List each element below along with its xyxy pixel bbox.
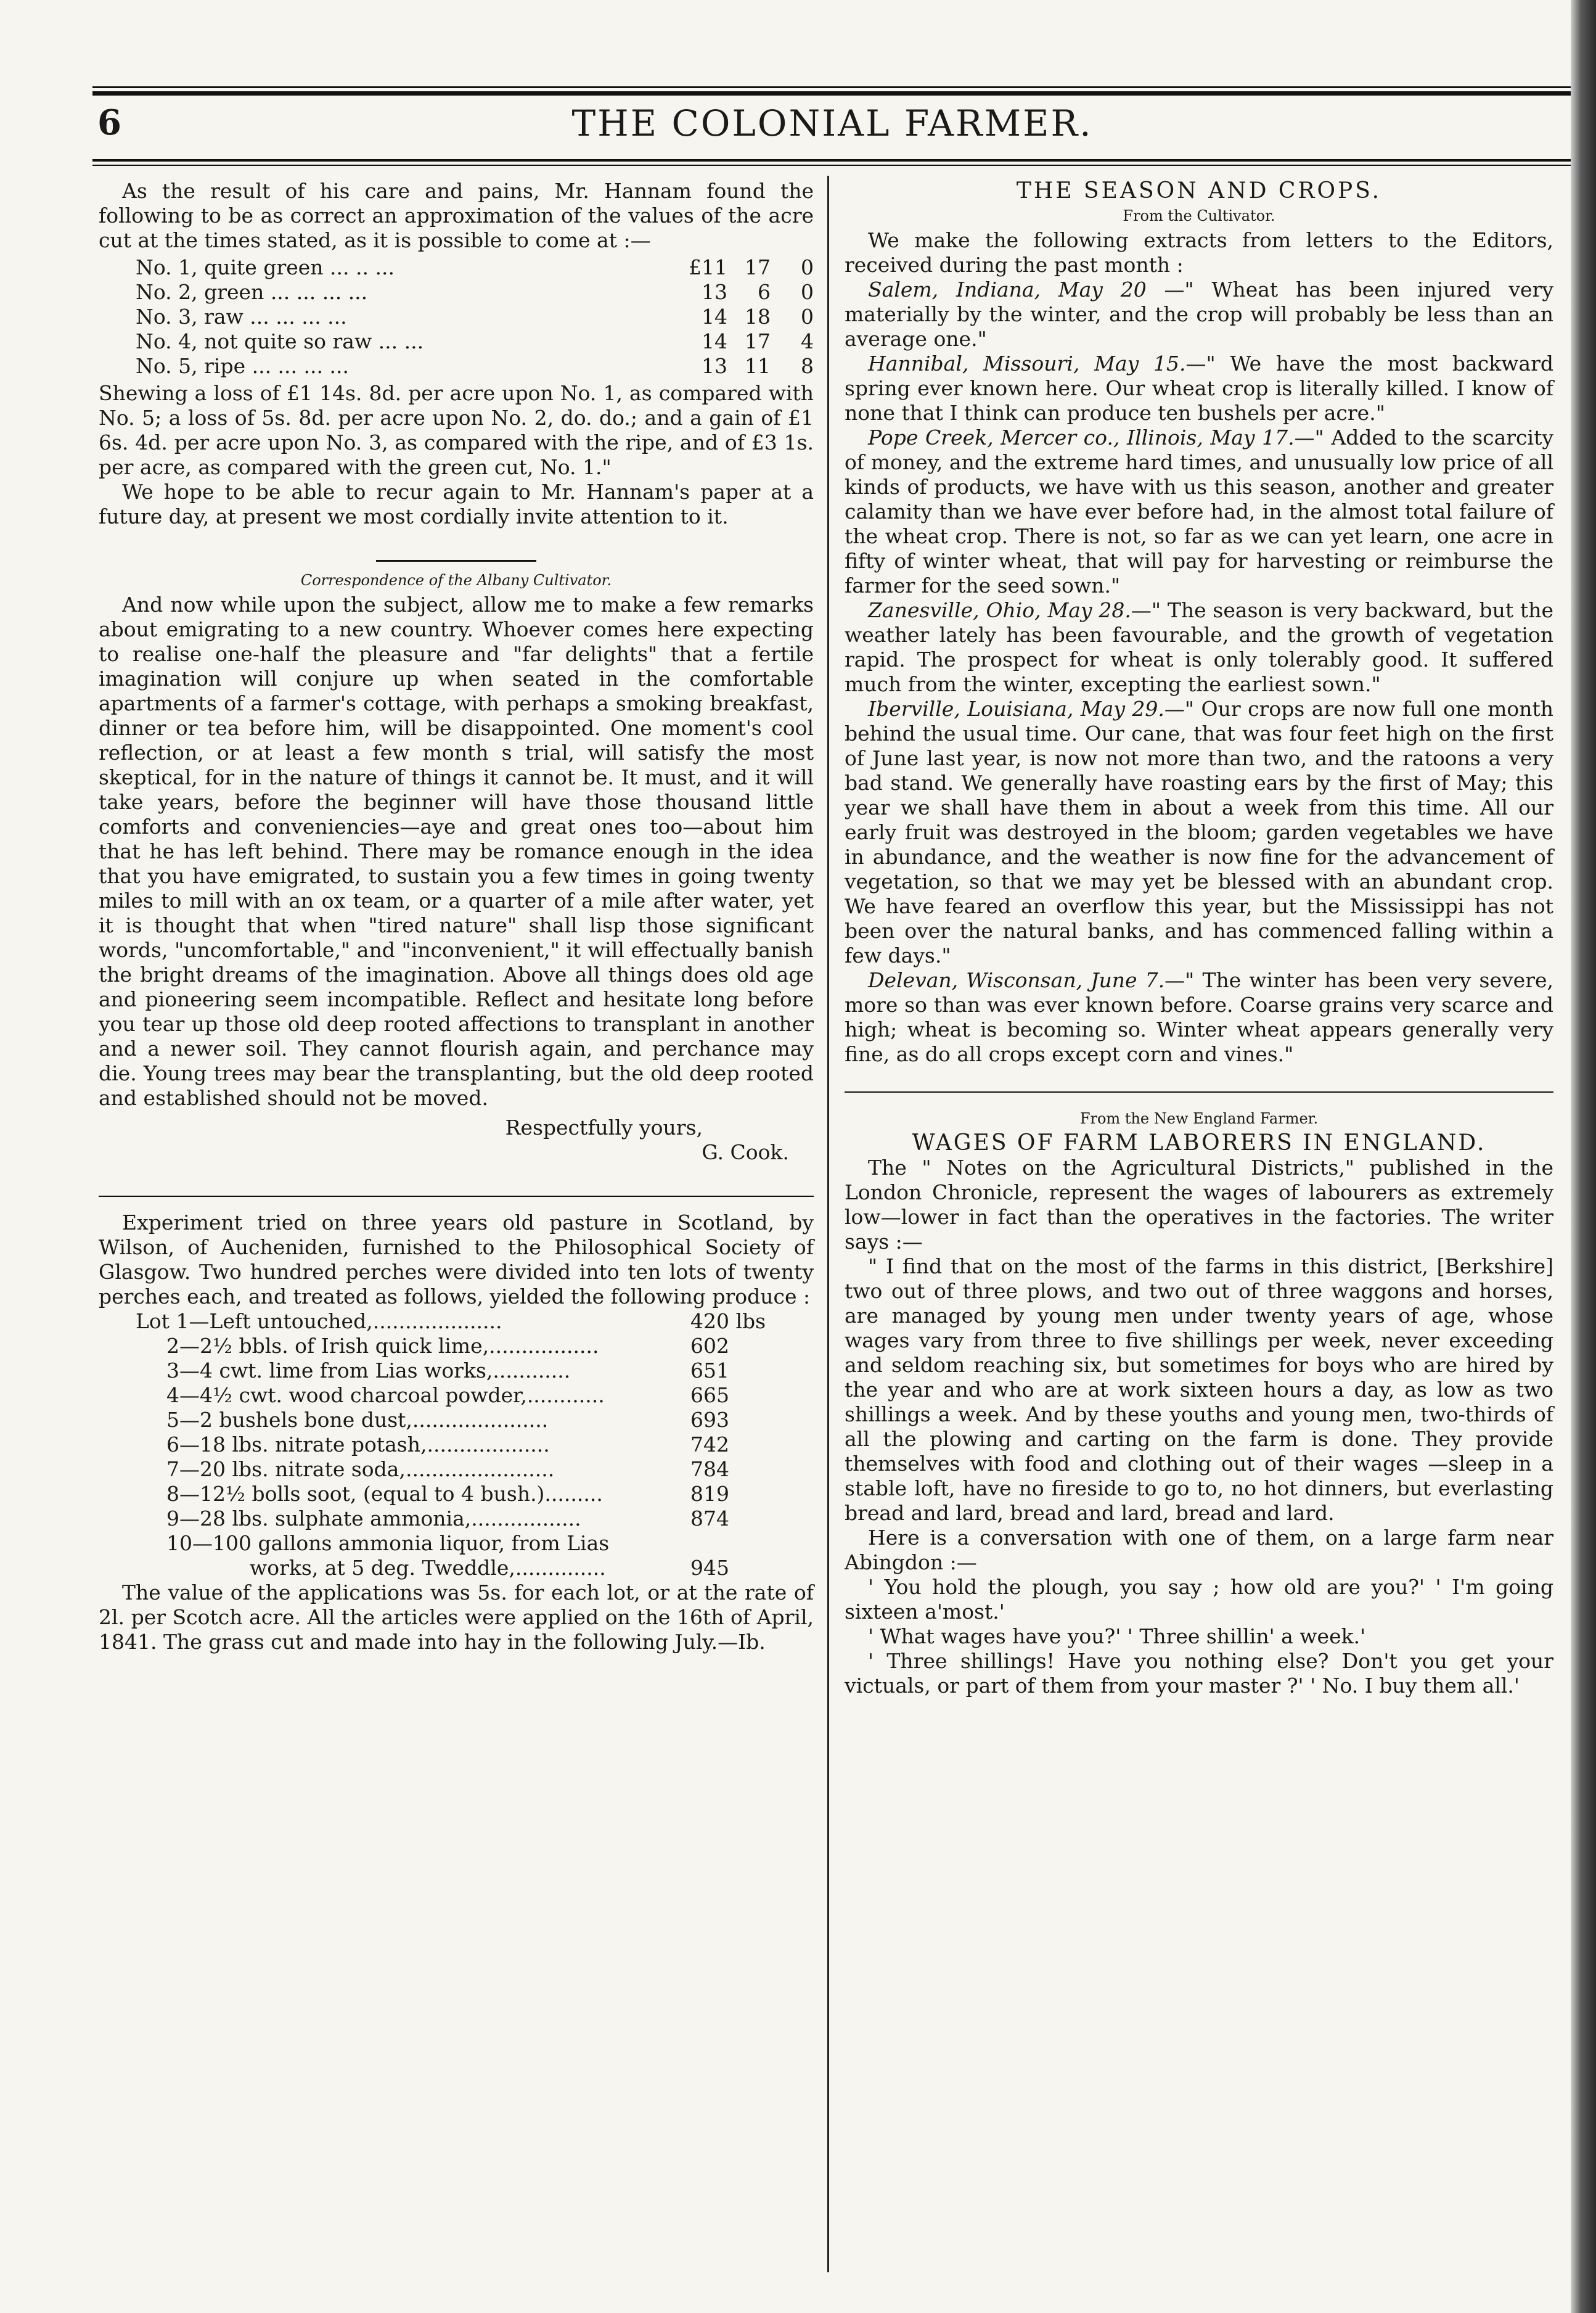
top-rule-thin xyxy=(92,86,1572,88)
letter-delevan: Delevan, Wisconsan, June 7.—" The winter has been very severe, more so than was ever known before. Coarse grains very scarce and high; wheat is becoming so. Winter wheat appears generally very fine, as do all crops except corn and vines." xyxy=(845,968,1553,1066)
emigration-letter: And now while upon the subject, allow me to make a few remarks about emigrating to a new country. Whoever comes here expecting to realise one-half the pleasure and "far delights" that a fertile imagination will conjure up when seated in the comfortable apartments of a farmer's cottage, with perhaps a smoking breakfast, dinner or tea before him, will be disappointed. One moment's cool reflection, or at least a few month s trial, will satisfy the most skeptical, for in the nature of things it cannot be. It must, and it will take years, before the beginner will have those thousand little comforts and conveniencies—aye and great ones too—about him that he has left behind. There may be romance enough in the idea that you have emigrated, to sustain you a few times in going twenty miles to mill with an ox team, or a quarter of a mile after water, yet it is thought that when "tired nature" shall lisp those significant words, "uncomfortable," and "inconvenient," it will effectually banish the bright dreams of the imagination. Above all things does old age and pioneering seem incompatible. Reflect and hesitate long before you tear up those old deep rooted affections to transplant in another and a newer soil. They cannot flourish again, and perchance may die. Young trees may bear the transplanting, but the old deep rooted and established should not be moved. xyxy=(99,593,814,1110)
wages-paragraph-4: ' You hold the plough, you say ; how old are you?' ' I'm going sixteen a'most.' xyxy=(845,1575,1553,1624)
experiment-intro: Experiment tried on three years old pasture in Scotland, by Wilson, of Aucheniden, furnished to the Philosophical Society of Glasgow. Two hundred perches were divided into ten lots of twenty perches each, and treated as follows, yielded the following produce : xyxy=(99,1210,814,1309)
value-row: No. 3, raw ... ... ... ... 14 18 0 xyxy=(136,305,814,329)
value-row: No. 4, not quite so raw ... ... 14 17 4 xyxy=(136,329,814,353)
wages-paragraph-6: ' Three shillings! Have you nothing else? Don't you get your victuals, or part of them from your master ?' ' No. I buy them all.' xyxy=(845,1649,1553,1698)
letter-signoff: Respectfully yours, xyxy=(505,1115,703,1140)
letter-iberville: Iberville, Louisiana, May 29.—" Our crops are now full one month behind the usual time. Our cane, that was four feet high on the first of June last year, is now not more than two, and the ratoons a very bad stand. We generally have roasting ears by the first of May; this year we shall have them in about a week from this time. All our early fruit was destroyed in the bloom; garden vegetables we have in abundance, and the weather is now fine for the advancement of vegetation, so that we may yet be blessed with an abundant crop. We have feared an overflow this year, but the Mississippi has not been over the natural banks, and has commenced falling within a few days." xyxy=(845,697,1553,968)
section-rule-full xyxy=(845,1091,1553,1093)
right-column xyxy=(845,179,1553,1698)
lot-row: 3—4 cwt. lime from Lias works,............ 651 xyxy=(166,1358,729,1382)
hannam-intro: As the result of his care and pains, Mr. Hannam found the following to be as correct an approximation of the values of the acre cut at the times stated, as it is possible to come at :— xyxy=(99,179,814,252)
lot-row: 5—2 bushels bone dust,..................... 693 xyxy=(166,1408,729,1432)
newspaper-page xyxy=(92,86,1560,2282)
lot-row: 9—28 lbs. sulphate ammonia,................. 874 xyxy=(166,1506,729,1530)
letter-pope-creek: Pope Creek, Mercer co., Illinois, May 17.—" Added to the scarcity of money, and the extreme hard times, and unusually low price of all kinds of products, we have with us this season, another and greater calamity than we have ever before had, in the almost total failure of the wheat crop. There is not, so far as we can yet learn, one acre in fifty of winter wheat, that will pay for harvesting or reimburse the farmer for the seed sown." xyxy=(845,425,1553,598)
column-divider xyxy=(827,176,829,2272)
showing-paragraph: Shewing a loss of £1 14s. 8d. per acre upon No. 1, as compared with No. 5; a loss of 5s. 8d. per acre upon No. 2, do. do.; and a gain of £1 6s. 4d. per acre upon No. 3, as compared with the ripe, and of £3 1s. per acre, as compared with the green cut, No. 1." xyxy=(99,381,814,479)
season-source: From the Cultivator. xyxy=(1123,207,1275,224)
wages-paragraph-2: " I find that on the most of the farms in this district, [Berkshire] two out of three plows, and two out of three waggons and horses, are managed by young men under twenty years of age, whose wages vary from three to five shillings per week, never exceeding and seldom reaching six, but sometimes for boys who are hired by the year and who are at work sixteen hours a day, as low as two shillings a week. And by these youths and young men, two-thirds of all the plowing and carting on the farm is done. They provide themselves with food and clothing out of their wages —sleep in a stable loft, have no fireside to go to, no hot dinners, but everlasting bread and lard, bread and lard, bread and lard. xyxy=(845,1254,1553,1525)
season-intro: We make the following extracts from letters to the Editors, received during the past month : xyxy=(845,228,1553,277)
page-number: 6 xyxy=(97,102,121,143)
masthead: THE COLONIAL FARMER. xyxy=(571,102,1093,144)
wages-heading: WAGES OF FARM LABORERS IN ENGLAND. xyxy=(912,1130,1486,1156)
lot-row: 8—12½ bolls soot, (equal to 4 bush.)......... 819 xyxy=(166,1482,729,1506)
wages-paragraph-3: Here is a conversation with one of them, on a large farm near Abingdon :— xyxy=(845,1526,1553,1574)
header-rule-thin xyxy=(92,165,1572,166)
letter-zanesville: Zanesville, Ohio, May 28.—" The season is very backward, but the weather lately has been favourable, and the growth of vegetation rapid. The prospect for wheat is only tolerably good. It suffered much from the winter, excepting the earliest sown." xyxy=(845,598,1553,696)
wages-paragraph-1: The " Notes on the Agricultural Districts," published in the London Chronicle, represent the wages of labourers as extremely low—lower in fact than the operatives in the factories. The writer says :— xyxy=(845,1156,1553,1254)
lot-row: Lot 1—Left untouched,.................... 420 lbs xyxy=(136,1309,766,1333)
value-table xyxy=(99,255,814,379)
correspondence-source: Correspondence of the Albany Cultivator. xyxy=(300,572,612,589)
section-rule xyxy=(376,560,536,562)
letter-signature: G. Cook. xyxy=(702,1140,789,1164)
header-rule xyxy=(92,159,1572,162)
value-row: No. 1, quite green ... .. ... £11 17 0 xyxy=(136,255,814,279)
lot-row: 6—18 lbs. nitrate potash,................... 742 xyxy=(166,1432,729,1456)
lot-row: works, at 5 deg. Tweddle,.............. 945 xyxy=(250,1556,729,1580)
left-column xyxy=(99,179,814,1654)
top-rule-thick xyxy=(92,91,1572,96)
value-paragraph: The value of the applications was 5s. for each lot, or at the rate of 2l. per Scotch acre. All the articles were applied on the 16th of April, 1841. The grass cut and made into hay in the following July.—Ib. xyxy=(99,1580,814,1654)
letter-hannibal: Hannibal, Missouri, May 15.—" We have the most backward spring ever known here. Our wheat crop is literally killed. I know of none that I think can produce ten bushels per acre." xyxy=(845,351,1553,425)
lot-row: 7—20 lbs. nitrate soda,....................... 784 xyxy=(166,1457,729,1481)
value-row: No. 5, ripe ... ... ... ... 13 11 8 xyxy=(136,354,814,378)
lot-row: 10—100 gallons ammonia liquor, from Lias xyxy=(166,1531,610,1555)
lot-row: 4—4½ cwt. wood charcoal powder,............ 665 xyxy=(166,1383,729,1407)
wages-source: From the New England Farmer. xyxy=(1079,1110,1319,1127)
lot-table xyxy=(99,1309,814,1580)
value-row: No. 2, green ... ... ... ... 13 6 0 xyxy=(136,280,814,304)
lot-row: 2—2½ bbls. of Irish quick lime,................. 602 xyxy=(166,1334,729,1358)
wages-paragraph-5: ' What wages have you?' ' Three shillin' a week.' xyxy=(868,1624,1366,1648)
page-header xyxy=(92,102,1572,158)
section-rule-full xyxy=(99,1196,814,1197)
letter-salem: Salem, Indiana, May 20 —" Wheat has been injured very materially by the winter, and the crop will probably be less than an average one." xyxy=(845,277,1553,351)
hope-paragraph: We hope to be able to recur again to Mr. Hannam's paper at a future day, at present we most cordially invite attention to it. xyxy=(99,480,814,528)
scan-edge-shadow xyxy=(1571,0,1596,2313)
season-heading: THE SEASON AND CROPS. xyxy=(1016,178,1382,203)
